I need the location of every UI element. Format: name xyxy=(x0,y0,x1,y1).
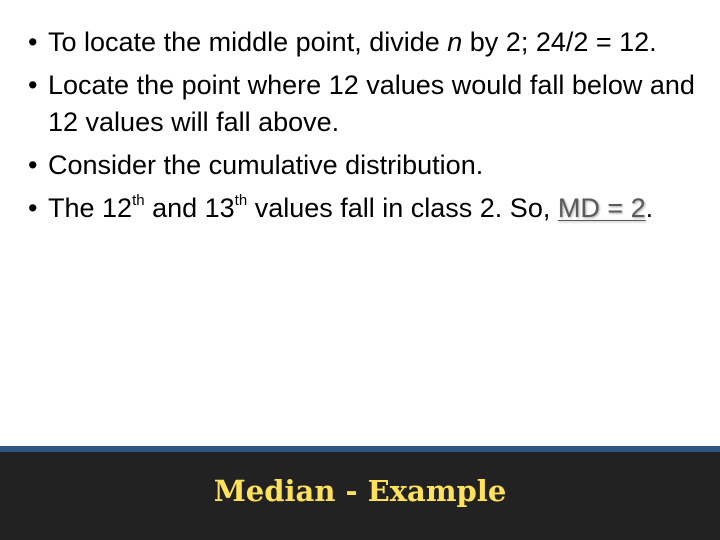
ordinal-superscript: th xyxy=(234,192,248,209)
bullet-text: To locate the middle point, divide xyxy=(48,27,448,57)
bullet-text: The 12 xyxy=(48,193,133,223)
bullet-item-cumulative xyxy=(28,147,698,184)
ordinal-superscript: th xyxy=(132,192,145,209)
bullet-list xyxy=(28,24,698,233)
bullet-text: by 2; 24/2 = 12. xyxy=(462,27,657,57)
median-answer: MD = 2 xyxy=(557,193,646,223)
bullet-text: Consider the cumulative distribution. xyxy=(48,150,484,180)
bullet-item-conclusion xyxy=(28,190,698,227)
bullet-item-locate-point xyxy=(28,67,698,141)
bullet-text: and 13 xyxy=(144,193,235,223)
slide-title: Median - Example xyxy=(213,474,507,508)
variable-n: n xyxy=(447,27,463,57)
slide-footer xyxy=(0,452,720,540)
bullet-text: . xyxy=(645,193,654,223)
bullet-text: Locate the point where 12 values would fall below and 12 values will fall above. xyxy=(48,70,695,137)
bullet-item-middle-point xyxy=(28,24,698,61)
bullet-text: values fall in class 2. So, xyxy=(247,193,558,223)
